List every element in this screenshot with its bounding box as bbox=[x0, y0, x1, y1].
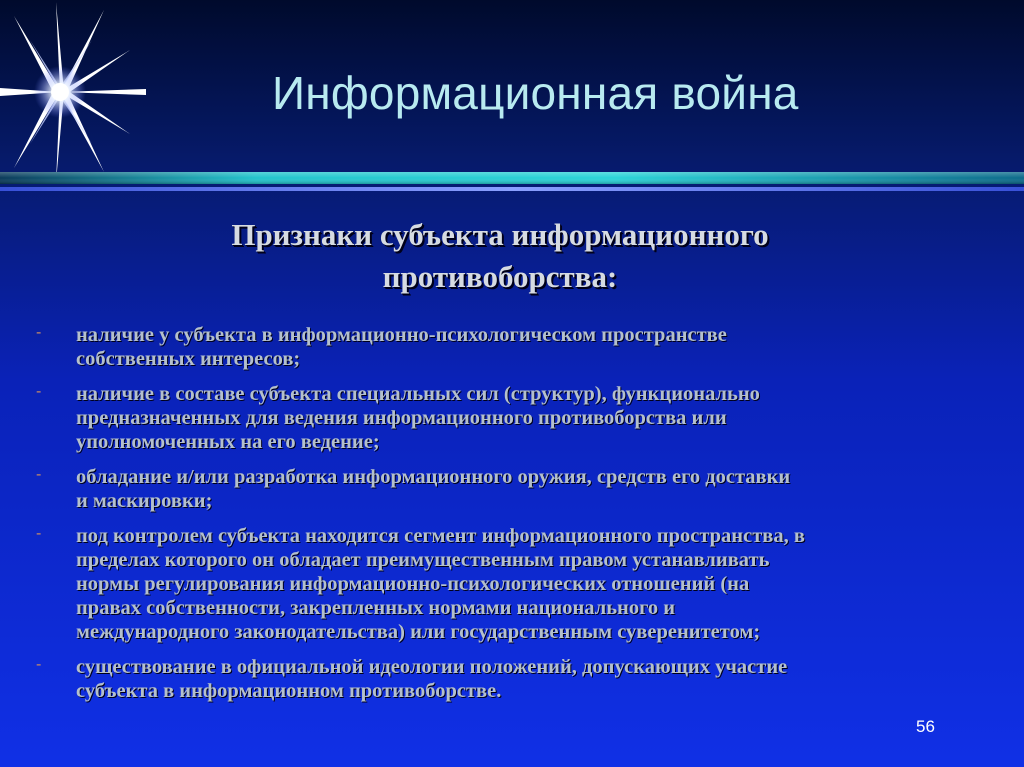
list-item-text bbox=[76, 655, 984, 703]
list-item bbox=[0, 323, 1024, 371]
text-line: международного законодательства) или государственным суверенитетом; bbox=[76, 621, 761, 643]
list-item bbox=[0, 655, 1024, 703]
text-line: пределах которого он обладает преимущественным правом устанавливать bbox=[76, 549, 770, 571]
text-line: существование в официальной идеологии положений, допускающих участие bbox=[76, 656, 788, 678]
text-line: наличие у субъекта в информационно-психологическом пространстве bbox=[76, 324, 727, 346]
list-item bbox=[0, 465, 1024, 513]
page-number: 56 bbox=[916, 717, 935, 736]
text-line: собственных интересов; bbox=[76, 348, 301, 370]
bullet-marker: - bbox=[36, 656, 42, 673]
list-item-text bbox=[76, 382, 984, 454]
bullet-marker: - bbox=[36, 383, 42, 400]
slide-subtitle bbox=[120, 214, 880, 298]
subtitle-line-2: противоборства: bbox=[382, 259, 618, 294]
text-line: уполномоченных на его ведение; bbox=[76, 431, 380, 453]
text-line: нормы регулирования информационно-психологических отношений (на bbox=[76, 573, 750, 595]
text-line: предназначенных для ведения информационного противоборства или bbox=[76, 407, 727, 429]
text-line: правах собственности, закрепленных нормами национального и bbox=[76, 597, 676, 619]
criteria-list bbox=[0, 323, 1024, 714]
bullet-marker: - bbox=[36, 525, 42, 542]
slide-title: Информационная война bbox=[272, 67, 799, 119]
text-line: наличие в составе субъекта специальных сил (структур), функционально bbox=[76, 383, 760, 405]
text-line: и маскировки; bbox=[76, 490, 213, 512]
text-line: под контролем субъекта находится сегмент информационного пространства, в bbox=[76, 525, 805, 547]
bullet-marker: - bbox=[36, 466, 42, 483]
subtitle-line-1: Признаки субъекта информационного bbox=[231, 217, 769, 252]
list-item-text bbox=[76, 524, 984, 644]
text-line: обладание и/или разработка информационного оружия, средств его доставки bbox=[76, 466, 791, 488]
title-divider bbox=[0, 172, 1024, 194]
list-item bbox=[0, 382, 1024, 454]
list-item-text bbox=[76, 465, 984, 513]
text-line: субъекта в информационном противоборстве. bbox=[76, 680, 502, 702]
sparkle-star-icon bbox=[0, 0, 150, 190]
list-item-text bbox=[76, 323, 984, 371]
list-item bbox=[0, 524, 1024, 644]
bullet-marker: - bbox=[36, 324, 42, 341]
